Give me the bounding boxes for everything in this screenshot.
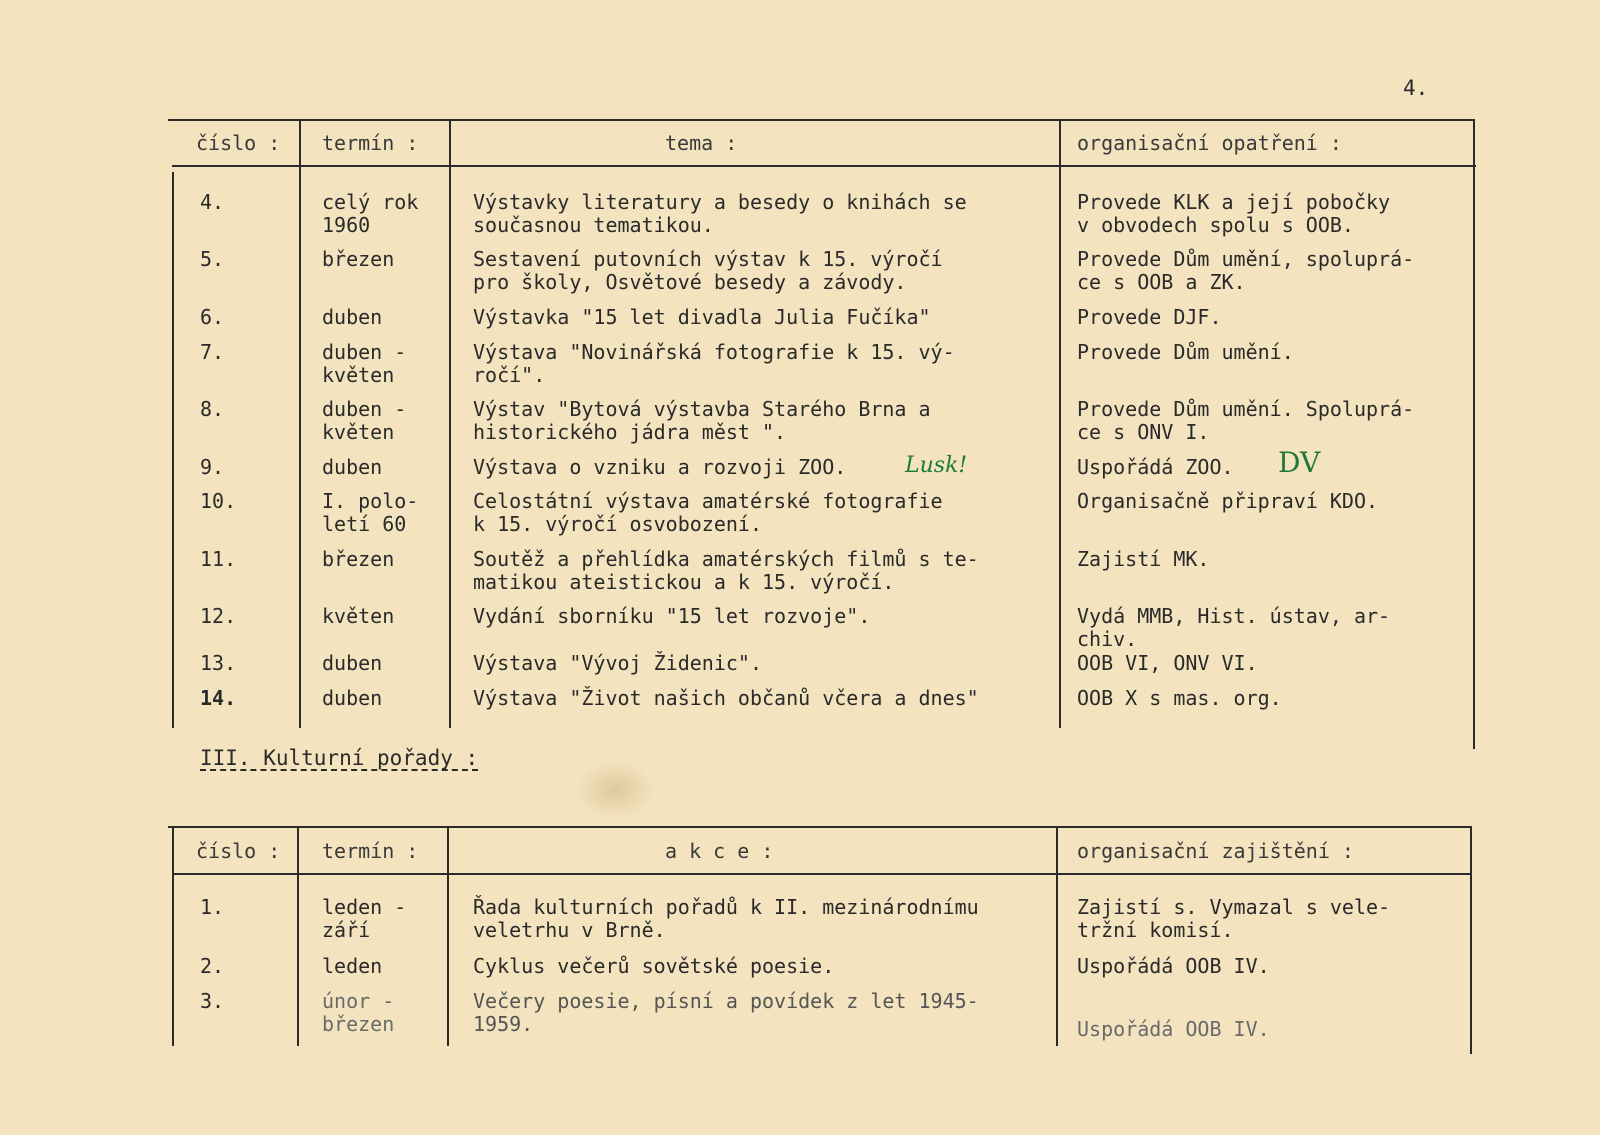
column-divider: [1473, 119, 1475, 749]
row-tema: Vydání sborníku "15 let rozvoje".: [473, 604, 871, 628]
header-zajisteni: organisační zajištění :: [1077, 839, 1354, 863]
row-cislo: 9.: [200, 455, 225, 479]
column-divider: [299, 119, 301, 728]
row-akce: Řada kulturních pořadů k II. mezinárodnímu veletrhu v Brně.: [473, 895, 979, 942]
row-cislo: 2.: [200, 954, 225, 978]
row-tema: Celostátní výstava amatérské fotografie k 15. výročí osvobození.: [473, 489, 943, 536]
handwritten-note: Lusk!: [905, 453, 968, 478]
row-cislo: 1.: [200, 895, 225, 919]
table-top-rule: [168, 826, 1472, 828]
column-divider: [297, 826, 299, 1046]
row-tema: Soutěž a přehlídka amatérských filmů s te- matikou ateistickou a k 15. výročí.: [473, 547, 979, 594]
row-termin: duben: [322, 305, 383, 329]
column-divider: [1470, 826, 1472, 1054]
page-number: 4.: [1403, 76, 1429, 100]
row-opatreni: Zajistí MK.: [1077, 547, 1210, 571]
table-top-rule: [168, 119, 1474, 121]
row-opatreni: Provede Dům umění, spoluprá- ce s OOB a ZK.: [1077, 247, 1415, 294]
row-termin: duben - květen: [322, 397, 407, 444]
row-cislo: 11.: [200, 547, 237, 571]
row-tema: Výstavka "15 let divadla Julia Fučíka": [473, 305, 931, 329]
row-opatreni: Organisačně připraví KDO.: [1077, 489, 1379, 513]
table-header-rule: [172, 873, 1472, 875]
row-termin: duben - květen: [322, 340, 407, 387]
row-termin: březen: [322, 547, 395, 571]
section-heading: III. Kulturní pořady :: [200, 746, 479, 770]
row-termin: leden: [322, 954, 383, 978]
row-zajisteni: Uspořádá OOB IV.: [1077, 1017, 1270, 1041]
paper-stain: [575, 760, 655, 820]
row-tema: Výstavky literatury a besedy o knihách se současnou tematikou.: [473, 190, 967, 237]
row-opatreni: Provede Dům umění. Spoluprá- ce s ONV I.: [1077, 397, 1415, 444]
row-cislo: 6.: [200, 305, 225, 329]
row-opatreni: OOB VI, ONV VI.: [1077, 651, 1258, 675]
row-tema: Výstava o vzniku a rozvoji ZOO.: [473, 455, 847, 479]
column-divider: [1059, 119, 1061, 728]
row-termin: duben: [322, 651, 383, 675]
row-cislo: 3.: [200, 989, 225, 1013]
row-opatreni: Provede Dům umění.: [1077, 340, 1294, 364]
row-tema: Výstava "Život našich občanů včera a dnes": [473, 686, 979, 710]
row-cislo: 13.: [200, 651, 237, 675]
column-divider: [172, 172, 174, 728]
header-cislo: číslo :: [196, 839, 281, 863]
header-tema: tema :: [665, 131, 738, 155]
column-divider: [447, 826, 449, 1046]
header-opatreni: organisační opatření :: [1077, 131, 1342, 155]
row-cislo: 4.: [200, 190, 225, 214]
header-cislo: číslo :: [196, 131, 281, 155]
header-akce: a k c e :: [665, 839, 774, 863]
column-divider: [449, 119, 451, 728]
row-cislo: 10.: [200, 489, 237, 513]
row-tema: Výstava "Vývoj Židenic".: [473, 651, 762, 675]
row-opatreni: Uspořádá ZOO.: [1077, 455, 1234, 479]
row-termin: leden - září: [322, 895, 407, 942]
row-termin: duben: [322, 686, 383, 710]
row-opatreni: OOB X s mas. org.: [1077, 686, 1282, 710]
header-termin: termín :: [322, 131, 419, 155]
row-termin: duben: [322, 455, 383, 479]
row-tema: Výstava "Novinářská fotografie k 15. vý- ročí".: [473, 340, 955, 387]
row-tema: Výstav "Bytová výstavba Starého Brna a historického jádra měst ".: [473, 397, 931, 444]
row-cislo: 14.: [200, 686, 237, 710]
column-divider: [1056, 826, 1058, 1046]
row-zajisteni: Uspořádá OOB IV.: [1077, 954, 1270, 978]
row-tema: Sestavení putovních výstav k 15. výročí pro školy, Osvětové besedy a závody.: [473, 247, 943, 294]
row-opatreni: Vydá MMB, Hist. ústav, ar- chiv.: [1077, 604, 1391, 651]
row-termin: březen: [322, 247, 395, 271]
row-cislo: 12.: [200, 604, 237, 628]
row-termin: únor - březen: [322, 989, 395, 1036]
row-akce: Cyklus večerů sovětské poesie.: [473, 954, 835, 978]
handwritten-initials: DV: [1278, 446, 1321, 479]
row-termin: I. polo- letí 60: [322, 489, 419, 536]
row-zajisteni: Zajistí s. Vymazal s vele- tržní komisí.: [1077, 895, 1391, 942]
row-opatreni: Provede DJF.: [1077, 305, 1222, 329]
row-akce: Večery poesie, písní a povídek z let 1945- 1959.: [473, 989, 979, 1036]
table-header-rule: [172, 165, 1476, 167]
header-termin: termín :: [322, 839, 419, 863]
row-cislo: 8.: [200, 397, 225, 421]
row-termin: květen: [322, 604, 395, 628]
column-divider: [172, 826, 174, 1046]
row-opatreni: Provede KLK a její pobočky v obvodech spolu s OOB.: [1077, 190, 1391, 237]
row-cislo: 5.: [200, 247, 225, 271]
row-termin: celý rok 1960: [322, 190, 419, 237]
row-cislo: 7.: [200, 340, 225, 364]
